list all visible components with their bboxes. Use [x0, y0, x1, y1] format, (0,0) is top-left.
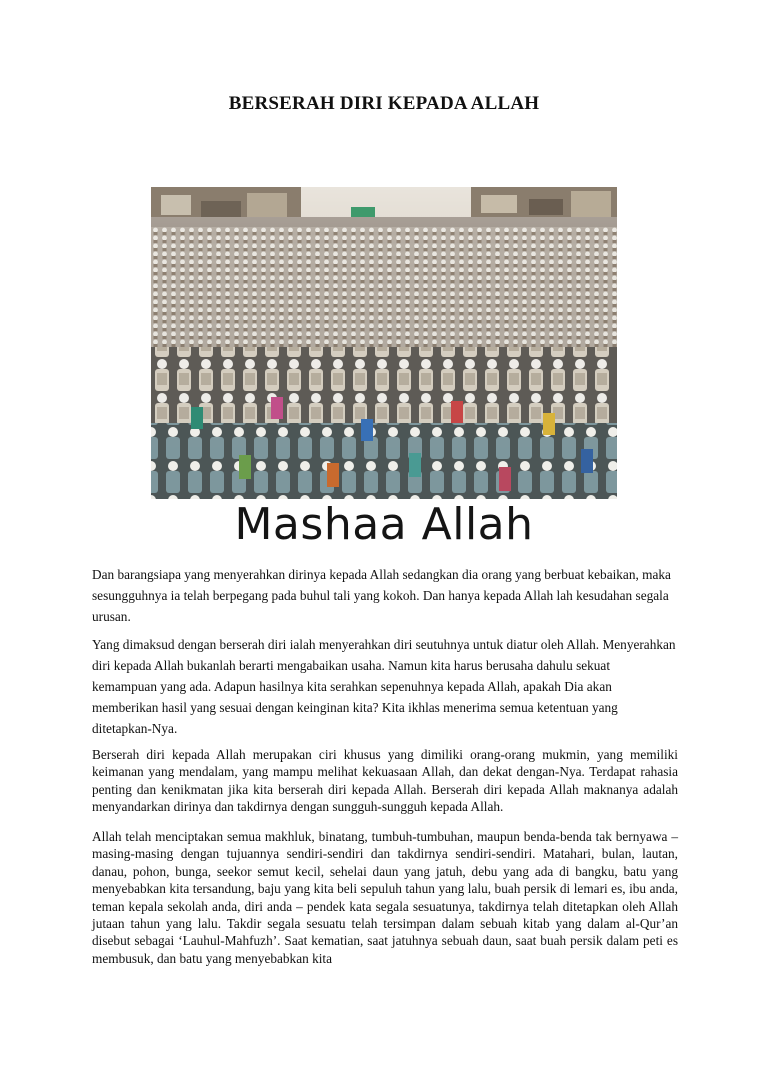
page-title: BERSERAH DIRI KEPADA ALLAH	[228, 93, 540, 114]
paragraph-1: Dan barangsiapa yang menyerahkan dirinya kepada Allah sedangkan dia orang yang berbuat kebaikan, maka sesungguhnya ia telah berpegang pada buhul tali yang kokoh. Dan hanya kepada Allah lah kesudahan segala urusan.	[92, 567, 671, 624]
paragraph-3: Berserah diri kepada Allah merupakan ciri khusus yang dimiliki orang-orang mukmin, yang memiliki keimanan yang mendalam, yang mampu melihat kekuasaan Allah, dan dekat dengan-Nya. Terdapat rahasia penting dan kenikmatan jika kita berserah diri kepada Allah. Berserah diri kepada Allah maknanya adalah menyandarkan dirinya dan takdirnya dengan sungguh-sungguh kepada Allah.	[92, 747, 678, 815]
figure	[151, 187, 617, 552]
paragraph-4: Allah telah menciptakan semua makhluk, binatang, tumbuh-tumbuhan, maupun benda-benda tak bernyawa – masing-masing dengan tujuannya sendiri-sendiri dan takdirnya sendiri-sendiri. Matahari, bulan, lautan, danau, pohon, bunga, seekor semut kecil, sehelai daun yang jatuh, debu yang ada di bangku, batu yang menyebabkan kita tersandung, baju yang kita beli sepuluh tahun yang lalu, buah persik di lemari es, ibu anda, teman kepala sekolah anda, diri anda – pendek kata segala sesuatunya, takdirnya telah ditetapkan oleh Allah jutaan tahun yang lalu. Takdir segala sesuatu telah tersimpan dalam sebuah kitab yang dalam al-Qur’an disebut sebagai ‘Lauhul-Mahfuzh’. Saat kematian, saat jatuhnya sebuah daun, saat buah persik dalam peti es membusuk, dan batu yang menyebabkan kita	[92, 829, 678, 966]
crowd-prayer-illustration	[151, 187, 617, 499]
paragraph-2: Yang dimaksud dengan berserah diri ialah menyerahkan diri seutuhnya untuk diatur oleh Allah. Menyerahkan diri kepada Allah bukanlah berarti mengabaikan usaha. Namun kita harus berusaha dahulu sekuat kemampuan yang ada. Adapun hasilnya kita serahkan sepenuhnya kepada Allah, apakah Dia akan memberikan hasil yang sesuai dengan keinginan kita? Kita ikhlas menerima semua ketentuan yang ditetapkan-Nya.	[92, 637, 676, 736]
crowd-prayer-photo	[151, 187, 617, 499]
photo-caption: Mashaa Allah	[234, 499, 534, 550]
